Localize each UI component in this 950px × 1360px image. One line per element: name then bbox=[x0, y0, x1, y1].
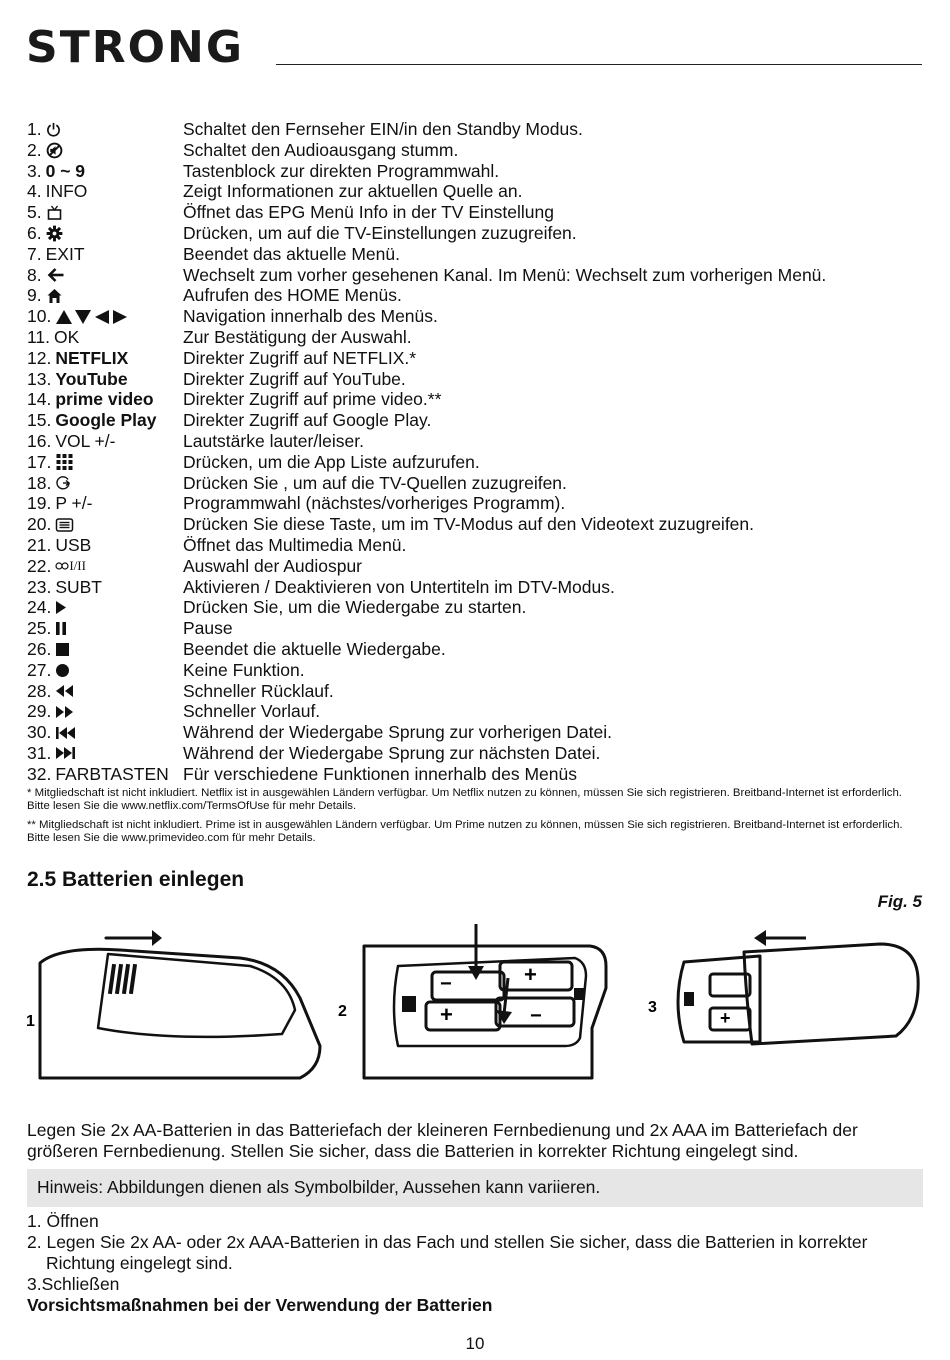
key-number: 22. bbox=[27, 555, 52, 576]
key-number: 18. bbox=[27, 472, 52, 493]
key-number: 23. bbox=[27, 576, 52, 597]
key-number: 13. bbox=[27, 368, 52, 389]
key-row bbox=[27, 265, 927, 286]
key-description: Navigation innerhalb des Menüs. bbox=[183, 306, 438, 327]
next-icon bbox=[55, 746, 76, 760]
step-insert-continued: Richtung eingelegt sind. bbox=[46, 1253, 233, 1273]
key-name: USB bbox=[55, 534, 92, 555]
key-row bbox=[27, 577, 927, 598]
home-icon bbox=[46, 288, 63, 304]
key-number: 12. bbox=[27, 347, 52, 368]
key-label bbox=[27, 556, 183, 577]
key-number: 15. bbox=[27, 410, 52, 431]
key-label bbox=[27, 161, 183, 182]
key-label bbox=[27, 431, 183, 452]
key-number: 14. bbox=[27, 389, 52, 410]
record-icon bbox=[55, 663, 70, 678]
previous-icon bbox=[55, 726, 76, 740]
key-label bbox=[27, 660, 183, 681]
key-description: Drücken, um auf die TV-Einstellungen zuzugreifen. bbox=[183, 222, 577, 243]
key-name: 0 ~ 9 bbox=[45, 160, 86, 181]
key-row bbox=[27, 452, 927, 473]
key-number: 31. bbox=[27, 742, 52, 763]
key-label bbox=[27, 285, 183, 306]
key-row bbox=[27, 535, 927, 556]
key-label bbox=[27, 452, 183, 473]
key-row bbox=[27, 431, 927, 452]
key-number: 10. bbox=[27, 306, 52, 327]
key-label bbox=[27, 389, 183, 410]
key-name: FARBTASTEN bbox=[55, 763, 169, 784]
step-close: 3.Schließen bbox=[27, 1274, 120, 1294]
key-name: P +/- bbox=[55, 493, 93, 514]
key-number: 27. bbox=[27, 659, 52, 680]
key-number: 29. bbox=[27, 701, 52, 722]
key-number: 2. bbox=[27, 139, 42, 160]
key-label bbox=[27, 535, 183, 556]
back-arrow-icon bbox=[46, 267, 65, 283]
key-label bbox=[27, 577, 183, 598]
key-description: Tastenblock zur direkten Programmwahl. bbox=[183, 160, 500, 181]
key-label bbox=[27, 514, 183, 535]
key-description: Für verschiedene Funktionen innerhalb des Menüs bbox=[183, 763, 577, 784]
key-number: 6. bbox=[27, 222, 42, 243]
key-number: 1. bbox=[27, 119, 42, 139]
power-icon bbox=[46, 122, 61, 137]
svg-text:+: + bbox=[440, 1002, 453, 1027]
key-label bbox=[27, 473, 183, 494]
key-name: SUBT bbox=[55, 576, 103, 597]
key-label bbox=[27, 639, 183, 660]
hint-box bbox=[27, 1169, 923, 1207]
key-description: Während der Wiedergabe Sprung zur nächsten Datei. bbox=[183, 742, 601, 763]
key-row bbox=[27, 202, 927, 223]
battery-steps bbox=[27, 1211, 927, 1316]
key-description: Öffnet das EPG Menü Info in der TV Einstellung bbox=[183, 202, 554, 223]
mute-icon bbox=[46, 142, 63, 159]
source-icon bbox=[55, 475, 71, 491]
key-label bbox=[27, 743, 183, 764]
fast-forward-icon bbox=[55, 705, 74, 719]
section-title: 2.5 Batterien einlegen bbox=[27, 868, 245, 891]
battery-paragraph: Legen Sie 2x AA-Batterien in das Batteriefach der kleineren Fernbedienung und 2x AAA im Batteriefach der größeren Fernbedienung. Stellen Sie sicher, dass die Batterien in korrekter Richtung eingelegt sind. bbox=[27, 1120, 858, 1161]
svg-text:−: − bbox=[440, 973, 452, 995]
key-label bbox=[27, 140, 183, 161]
key-description: Während der Wiedergabe Sprung zur vorherigen Datei. bbox=[183, 722, 612, 743]
key-description: Beendet das aktuelle Menü. bbox=[183, 243, 400, 264]
figure-step-3: 3 bbox=[648, 999, 657, 1016]
key-name: NETFLIX bbox=[55, 347, 129, 368]
key-row bbox=[27, 514, 927, 535]
key-row bbox=[27, 140, 927, 161]
svg-text:−: − bbox=[530, 1005, 542, 1027]
key-description: Schneller Rücklauf. bbox=[183, 680, 334, 701]
key-row bbox=[27, 618, 927, 639]
key-name: Google Play bbox=[55, 410, 157, 431]
key-row bbox=[27, 639, 927, 660]
key-label bbox=[27, 722, 183, 743]
key-description: Zeigt Informationen zur aktuellen Quelle an. bbox=[183, 181, 523, 202]
key-name: YouTube bbox=[55, 368, 128, 389]
key-label bbox=[27, 681, 183, 702]
page-number: 10 bbox=[465, 1334, 485, 1353]
key-number: 17. bbox=[27, 451, 52, 472]
figure-step-2: 2 bbox=[338, 1003, 347, 1020]
key-number: 5. bbox=[27, 202, 42, 223]
key-number: 16. bbox=[27, 430, 52, 451]
key-label bbox=[27, 764, 183, 785]
key-number: 9. bbox=[27, 285, 42, 306]
key-description: Lautstärke lauter/leiser. bbox=[183, 430, 364, 451]
footnote-prime: ** Mitgliedschaft ist nicht inkludiert. Prime ist in ausgewählen Ländern verfügbar. Um Prime nutzen zu können, müssen Sie sich registrieren. Breitband-Internet ist erforderlich. Bitte lesen Sie die www.primevideo.com für mehr Details. bbox=[27, 819, 903, 844]
key-number: 4. bbox=[27, 181, 42, 202]
teletext-icon bbox=[55, 518, 74, 532]
key-description: Öffnet das Multimedia Menü. bbox=[183, 534, 407, 555]
tv-guide-icon bbox=[46, 205, 63, 221]
brand-logo: STRONG bbox=[26, 22, 244, 73]
key-number: 28. bbox=[27, 680, 52, 701]
key-description: Pause bbox=[183, 618, 233, 639]
key-number: 19. bbox=[27, 493, 52, 514]
header-rule bbox=[276, 64, 922, 65]
key-label bbox=[27, 306, 183, 327]
key-description: Drücken, um die App Liste aufzurufen. bbox=[183, 451, 480, 472]
key-row bbox=[27, 493, 927, 514]
key-number: 8. bbox=[27, 264, 42, 285]
key-description: Drücken Sie diese Taste, um im TV-Modus auf den Videotext zuzugreifen. bbox=[183, 514, 755, 535]
key-label bbox=[27, 410, 183, 431]
key-number: 7. bbox=[27, 243, 42, 264]
stop-icon bbox=[55, 642, 70, 657]
key-number: 11. bbox=[27, 326, 51, 347]
key-description: Direkter Zugriff auf NETFLIX.* bbox=[183, 347, 417, 368]
key-label bbox=[27, 327, 183, 348]
key-description: Beendet die aktuelle Wiedergabe. bbox=[183, 638, 446, 659]
key-description: Wechselt zum vorher gesehenen Kanal. Im Menü: Wechselt zum vorherigen Menü. bbox=[183, 264, 827, 285]
key-description: Direkter Zugriff auf Google Play. bbox=[183, 410, 432, 431]
key-row bbox=[27, 119, 927, 140]
app-grid-icon bbox=[55, 453, 74, 471]
key-row bbox=[27, 306, 927, 327]
key-description: Aktivieren / Deaktivieren von Untertiteln im DTV-Modus. bbox=[183, 576, 615, 597]
key-description: Auswahl der Audiospur bbox=[183, 555, 362, 576]
key-description: Schaltet den Audioausgang stumm. bbox=[183, 139, 459, 160]
key-name: OK bbox=[54, 326, 80, 347]
key-row bbox=[27, 681, 927, 702]
audio-track-icon bbox=[55, 561, 69, 571]
key-row bbox=[27, 285, 927, 306]
key-row bbox=[27, 161, 927, 182]
key-label bbox=[27, 701, 183, 722]
key-number: 21. bbox=[27, 534, 52, 555]
key-label bbox=[27, 119, 183, 140]
pause-icon bbox=[55, 621, 67, 636]
key-label bbox=[27, 618, 183, 639]
key-number: 32. bbox=[27, 763, 52, 784]
key-number: 26. bbox=[27, 638, 52, 659]
key-description: Direkter Zugriff auf YouTube. bbox=[183, 368, 406, 389]
precautions-heading: Vorsichtsmaßnahmen bei der Verwendung der Batterien bbox=[27, 1295, 493, 1315]
key-name: EXIT bbox=[45, 243, 85, 264]
key-row bbox=[27, 743, 927, 764]
key-number: 20. bbox=[27, 514, 52, 535]
key-row bbox=[27, 389, 927, 410]
key-label bbox=[27, 265, 183, 286]
key-label bbox=[27, 493, 183, 514]
key-name: prime video bbox=[55, 389, 154, 410]
svg-text:+: + bbox=[524, 962, 537, 987]
key-row bbox=[27, 764, 927, 785]
navigation-arrows-icon bbox=[55, 309, 129, 325]
key-name: INFO bbox=[45, 181, 88, 202]
key-description: Aufrufen des HOME Menüs. bbox=[183, 285, 402, 306]
key-row bbox=[27, 473, 927, 494]
key-label bbox=[27, 223, 183, 244]
key-description: Programmwahl (nächstes/vorheriges Programm). bbox=[183, 493, 566, 514]
key-number: 24. bbox=[27, 597, 52, 618]
key-label bbox=[27, 181, 183, 202]
key-description: Drücken Sie, um die Wiedergabe zu starten. bbox=[183, 597, 527, 618]
key-row bbox=[27, 369, 927, 390]
audio-track-label: I/II bbox=[69, 557, 86, 573]
key-row bbox=[27, 597, 927, 618]
gear-icon bbox=[46, 225, 63, 242]
play-icon bbox=[55, 600, 67, 615]
key-row bbox=[27, 244, 927, 265]
key-label bbox=[27, 244, 183, 265]
rewind-icon bbox=[55, 684, 74, 698]
key-row bbox=[27, 181, 927, 202]
key-row bbox=[27, 722, 927, 743]
key-number: 3. bbox=[27, 160, 42, 181]
key-name: VOL +/- bbox=[55, 430, 116, 451]
key-number: 25. bbox=[27, 618, 52, 639]
svg-text:+: + bbox=[720, 1008, 731, 1028]
key-label bbox=[27, 348, 183, 369]
key-description: Schneller Vorlauf. bbox=[183, 701, 321, 722]
battery-figure bbox=[20, 918, 930, 1088]
key-row bbox=[27, 348, 927, 369]
step-open: 1. Öffnen bbox=[27, 1211, 99, 1231]
key-description: Zur Bestätigung der Auswahl. bbox=[183, 326, 412, 347]
key-row bbox=[27, 410, 927, 431]
figure-step-1: 1 bbox=[26, 1013, 35, 1030]
key-description: Direkter Zugriff auf prime video.** bbox=[183, 389, 442, 410]
key-label bbox=[27, 202, 183, 223]
key-label bbox=[27, 597, 183, 618]
figure-label: Fig. 5 bbox=[877, 892, 922, 911]
key-row bbox=[27, 223, 927, 244]
footnote-netflix: * Mitgliedschaft ist nicht inkludiert. Netflix ist in ausgewählen Ländern verfügbar. Um Netflix nutzen zu können, müssen Sie sich registrieren. Breitband-Internet ist erforderlich. Bitte lesen Sie die www.netflix.com/TermsOfUse für mehr Details. bbox=[27, 787, 902, 812]
key-description: Keine Funktion. bbox=[183, 659, 305, 680]
key-row bbox=[27, 660, 927, 681]
key-description: Drücken Sie , um auf die TV-Quellen zuzugreifen. bbox=[183, 472, 567, 493]
key-description: Schaltet den Fernseher EIN/in den Standby Modus. bbox=[183, 119, 583, 139]
step-insert: 2. Legen Sie 2x AA- oder 2x AAA-Batterien in das Fach und stellen Sie sicher, dass die Batterien in korrekter bbox=[27, 1232, 868, 1252]
key-list bbox=[27, 119, 927, 785]
key-row bbox=[27, 327, 927, 348]
key-row bbox=[27, 701, 927, 722]
key-number: 30. bbox=[27, 722, 52, 743]
key-row bbox=[27, 556, 927, 577]
hint-text: Hinweis: Abbildungen dienen als Symbolbilder, Aussehen kann variieren. bbox=[37, 1177, 601, 1197]
key-label bbox=[27, 369, 183, 390]
